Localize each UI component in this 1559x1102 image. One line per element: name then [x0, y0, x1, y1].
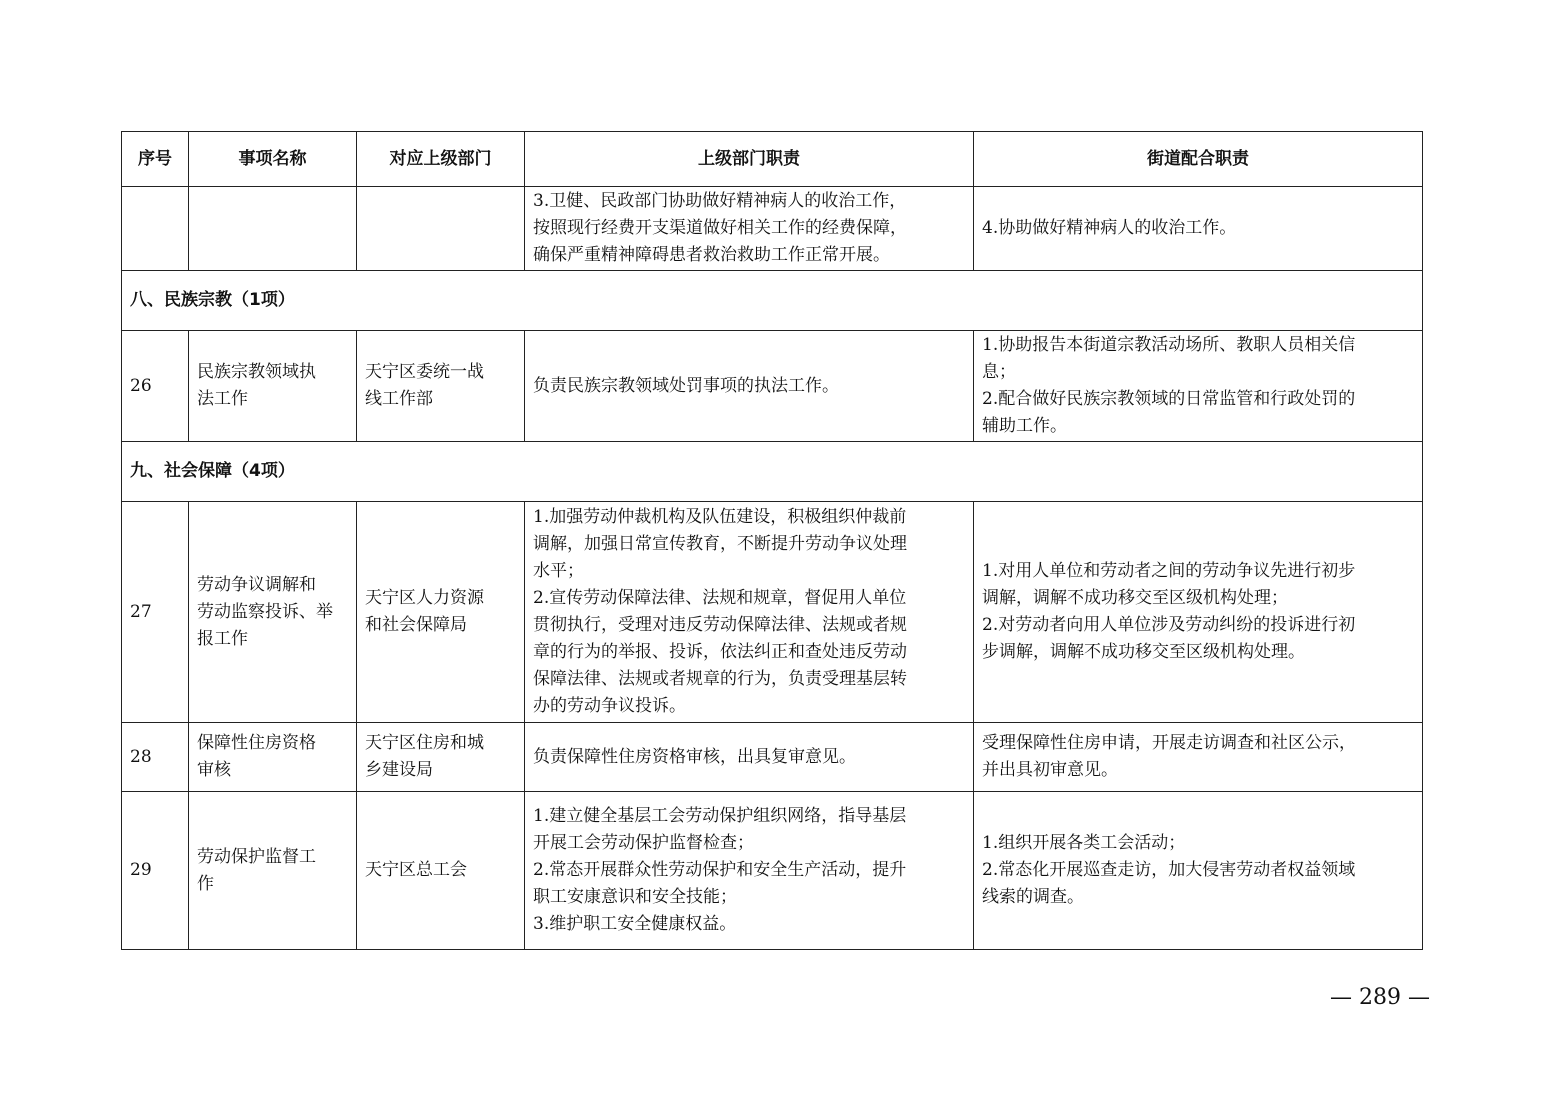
- cell-upper-duty: 负责民族宗教领域处罚事项的执法工作。: [525, 331, 974, 442]
- section-title: 九、社会保障（4项）: [122, 442, 1423, 502]
- table-row: [122, 331, 1423, 442]
- cell-num: 29: [122, 792, 189, 950]
- cell-upper-duty: 3.卫健、民政部门协助做好精神病人的收治工作， 按照现行经费开支渠道做好相关工作的经费保障， 确保严重精神障碍患者救治救助工作正常开展。: [525, 187, 974, 271]
- header-street-duty: 街道配合职责: [974, 132, 1423, 187]
- cell-name: [189, 187, 357, 271]
- header-item-name: 事项名称: [189, 132, 357, 187]
- header-row: [122, 132, 1423, 187]
- table-row: [122, 792, 1423, 950]
- cell-street-duty: 1.协助报告本街道宗教活动场所、教职人员相关信 息； 2.配合做好民族宗教领域的日常监管和行政处罚的 辅助工作。: [974, 331, 1423, 442]
- cell-street-duty: 1.组织开展各类工会活动； 2.常态化开展巡查走访，加大侵害劳动者权益领域 线索的调查。: [974, 792, 1423, 950]
- responsibility-table: [121, 131, 1423, 950]
- cell-num: [122, 187, 189, 271]
- cell-name: 劳动保护监督工 作: [189, 792, 357, 950]
- cell-dept: 天宁区住房和城 乡建设局: [357, 723, 525, 792]
- cell-street-duty: 1.对用人单位和劳动者之间的劳动争议先进行初步 调解，调解不成功移交至区级机构处理； 2.对劳动者向用人单位涉及劳动纠纷的投诉进行初 步调解，调解不成功移交至区级机构处理。: [974, 502, 1423, 723]
- cell-dept: 天宁区委统一战 线工作部: [357, 331, 525, 442]
- section-title: 八、民族宗教（1项）: [122, 271, 1423, 331]
- page-number: — 289 —: [1330, 985, 1430, 1010]
- section-row: [122, 271, 1423, 331]
- cell-name: 民族宗教领域执 法工作: [189, 331, 357, 442]
- cell-num: 27: [122, 502, 189, 723]
- cell-dept: 天宁区人力资源 和社会保障局: [357, 502, 525, 723]
- cell-num: 26: [122, 331, 189, 442]
- cell-upper-duty: 负责保障性住房资格审核，出具复审意见。: [525, 723, 974, 792]
- table-row: [122, 723, 1423, 792]
- table-row-continuation: [122, 187, 1423, 271]
- header-seq: 序号: [122, 132, 189, 187]
- cell-name: 劳动争议调解和 劳动监察投诉、举 报工作: [189, 502, 357, 723]
- cell-num: 28: [122, 723, 189, 792]
- table-row: [122, 502, 1423, 723]
- cell-upper-duty: 1.建立健全基层工会劳动保护组织网络，指导基层 开展工会劳动保护监督检查； 2.常态开展群众性劳动保护和安全生产活动，提升 职工安康意识和安全技能； 3.维护职工安全健康权益。: [525, 792, 974, 950]
- cell-name: 保障性住房资格 审核: [189, 723, 357, 792]
- cell-street-duty: 4.协助做好精神病人的收治工作。: [974, 187, 1423, 271]
- header-dept: 对应上级部门: [357, 132, 525, 187]
- header-upper-duty: 上级部门职责: [525, 132, 974, 187]
- cell-dept: 天宁区总工会: [357, 792, 525, 950]
- cell-upper-duty: 1.加强劳动仲裁机构及队伍建设，积极组织仲裁前 调解，加强日常宣传教育，不断提升劳动争议处理 水平； 2.宣传劳动保障法律、法规和规章，督促用人单位 贯彻执行，受理对违反劳动保障法律、法规或者规 章的行为的举报、投诉，依法纠正和查处违反劳动 保障法律、法规或者规章的行为，负责受理基层转 办的劳动争议投诉。: [525, 502, 974, 723]
- cell-dept: [357, 187, 525, 271]
- section-row: [122, 442, 1423, 502]
- cell-street-duty: 受理保障性住房申请，开展走访调查和社区公示， 并出具初审意见。: [974, 723, 1423, 792]
